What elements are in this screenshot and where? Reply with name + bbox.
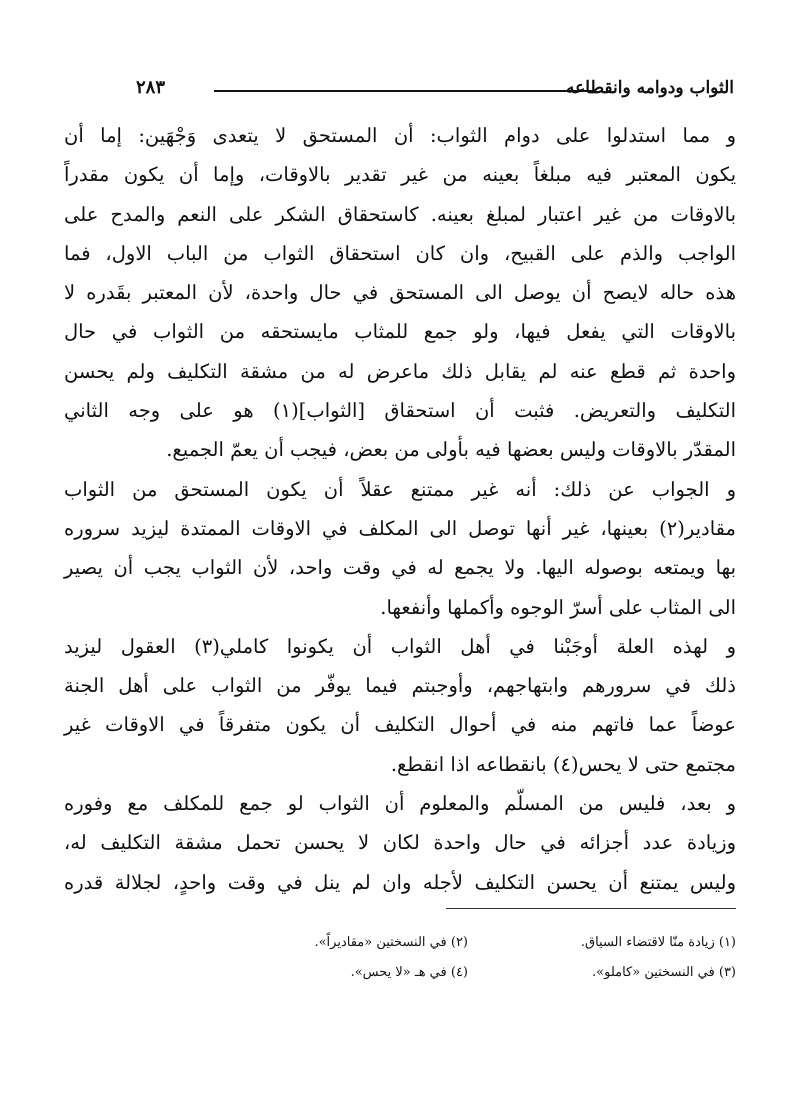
text-line: التكليف والتعريض. فثبت أن استحقاق [الثواب](١) هو على وجه الثاني: [64, 399, 736, 423]
header-rule: [214, 90, 594, 92]
text-line: و الجواب عن ذلك: أنه غير ممتنع عقلاً أن يكون المستحق من الثواب: [64, 477, 736, 501]
text-line: يكون المعتبر فيه مبلغاً بعينه من غير تقدير بالاوقات، وإما أن يكون مقدراً: [64, 163, 736, 187]
text-line: عوضاً عما فاتهم منه في أحوال التكليف أن يكون متفرقاً في الاوقات غير: [64, 713, 736, 737]
footnotes: [200, 928, 736, 988]
text-line: و مما استدلوا على دوام الثواب: أن المستحق لا يتعدى وَجْهَين: إما أن: [64, 124, 736, 147]
text-line: ذلك في سرورهم وابتهاجهم، وأوجبتم فيما يوفّر من الثواب على أهل الجنة: [64, 674, 736, 698]
text-line: هذه حاله لايصح أن يوصل الى المستحق في حال واحدة، لأن المعتبر بقَدره لا: [64, 281, 736, 305]
footnote-3: (٣) في النسختين «كاملو».: [592, 965, 736, 980]
text-line: و لهذه العلة أوجَبْنا في أهل الثواب أن يكونوا كاملي(٣) العقول ليزيد: [64, 634, 736, 658]
text-line: الى المثاب على أسرّ الوجوه وأكملها وأنفعها.: [380, 595, 736, 619]
footnote-2: (٢) في النسختين «مقاديراً».: [314, 935, 468, 950]
text-line: مجتمع حتى لا يحس(٤) بانقطاعه اذا انقطع.: [390, 752, 736, 776]
text-line: و بعد، فليس من المسلّم والمعلوم أن الثواب لو جمع للمكلف مع وفوره: [64, 792, 736, 816]
text-line: المقدّر بالاوقات وليس بعضها فيه بأولى من بعض، فيجب أن يعمّ الجميع.: [166, 438, 736, 462]
text-line: واحدة ثم قطع عنه لم يقابل ذلك ماعرض له من مشقة التكليف ولم يحسن: [64, 359, 736, 383]
footnote-row: [200, 958, 736, 988]
text-line: بها ويمتعه بوصوله اليها. ولا يجمع له في وقت واحد، لأن الثواب يجب أن يصير: [64, 556, 736, 580]
body-text: [64, 116, 736, 902]
text-line: وزيادة عدد أجزائه في حال واحدة لكان لا يحسن تحمل مشقة التكليف له،: [64, 831, 736, 855]
footnote-separator: [446, 908, 736, 909]
header-title: الثواب ودوامه وانقطاعه: [566, 78, 734, 98]
text-line: مقادير(٢) بعينها، غير أنها توصل الى المكلف في الاوقات الممتدة ليزيد سروره: [64, 516, 736, 540]
footnote-4: (٤) في هـ «لا يحس».: [350, 965, 468, 980]
footnote-1: (١) زيادة منّا لاقتضاء السياق.: [580, 935, 736, 950]
text-line: بالاوقات من غير اعتبار لمبلغ بعينه. كاستحقاق الشكر على النعم والمدح على: [64, 202, 736, 226]
running-header: [136, 76, 734, 104]
text-line: وليس يمتنع أن يحسن التكليف لأجله وان لم ينل في وقت واحدٍ، لجلالة قدره: [64, 870, 736, 894]
page-number: ٢٨٣: [136, 77, 166, 98]
text-line: بالاوقات التي يفعل فيها، ولو جمع للمثاب مايستحقه من الثواب في حال: [64, 320, 736, 344]
footnote-row: [200, 928, 736, 958]
text-line: الواجب والذم على القبيح، وان كان استحقاق الثواب من الباب الاول، فما: [64, 241, 736, 265]
